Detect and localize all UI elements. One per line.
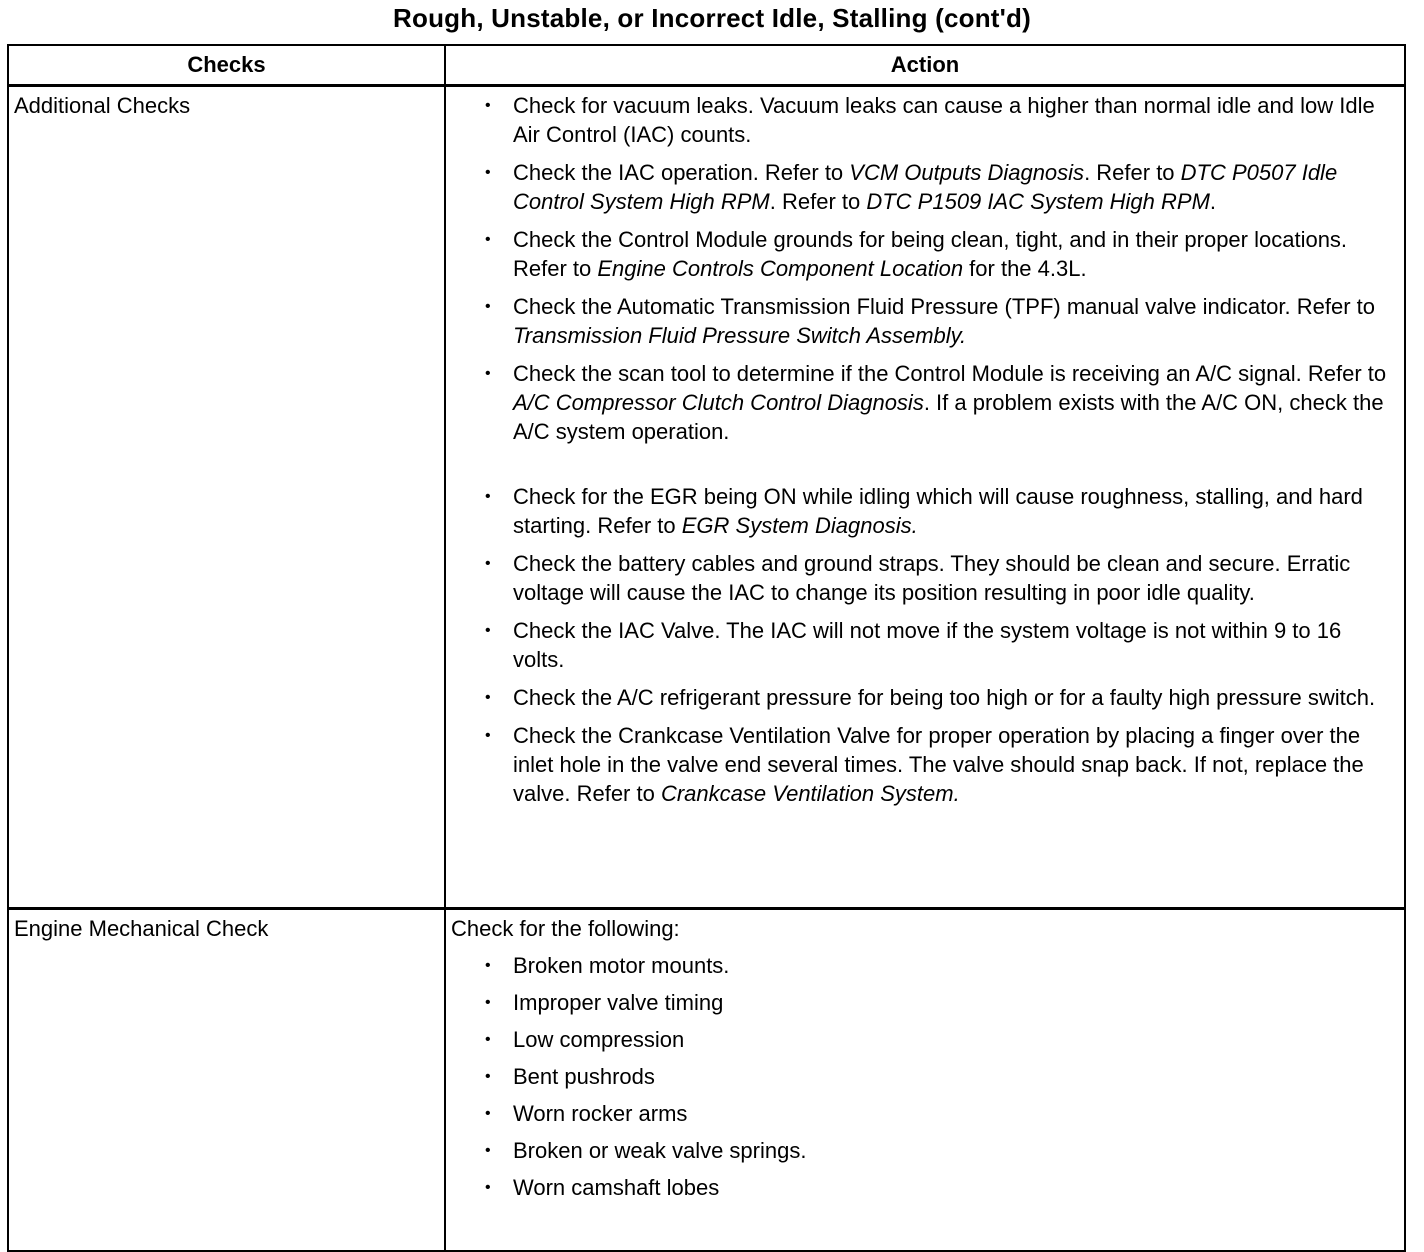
list-item: • Check the IAC Valve. The IAC will not move if the system voltage is not within 9 to 16 volts. (513, 616, 1394, 674)
list-item: • Broken or weak valve springs. (513, 1136, 1394, 1165)
action-column-header: Action (445, 45, 1405, 86)
action-list (451, 951, 1394, 1202)
reference-link: A/C Compressor Clutch Control Diagnosis (513, 390, 924, 415)
reference-link: Engine Controls Component Location (597, 256, 964, 281)
list-item: • Check the IAC operation. Refer to VCM Outputs Diagnosis. Refer to DTC P0507 Idle Control System High RPM. Refer to DTC P1509 IAC System High RPM. (513, 158, 1394, 216)
diagnosis-table (7, 44, 1406, 1252)
table-header-row (8, 45, 1405, 86)
check-name-engine-mechanical: Engine Mechanical Check (8, 909, 445, 1252)
action-cell-additional-checks (445, 86, 1405, 909)
action-list (451, 91, 1394, 808)
list-item: • Broken motor mounts. (513, 951, 1394, 980)
list-item: • Check the A/C refrigerant pressure for being too high or for a faulty high pressure switch. (513, 683, 1394, 712)
table-row (8, 86, 1405, 909)
list-item: • Low compression (513, 1025, 1394, 1054)
reference-link: Crankcase Ventilation System. (660, 781, 960, 806)
reference-link: VCM Outputs Diagnosis (849, 160, 1085, 185)
list-item: • Bent pushrods (513, 1062, 1394, 1091)
list-item: • Improper valve timing (513, 988, 1394, 1017)
reference-link: Transmission Fluid Pressure Switch Assembly. (513, 323, 967, 348)
action-cell-engine-mechanical (445, 909, 1405, 1252)
reference-link: EGR System Diagnosis. (681, 513, 918, 538)
check-name-additional-checks: Additional Checks (8, 86, 445, 909)
list-item: • Check the Automatic Transmission Fluid Pressure (TPF) manual valve indicator. Refer to Transmission Fluid Pressure Switch Assembly. (513, 292, 1394, 350)
list-item: • Worn rocker arms (513, 1099, 1394, 1128)
page-title: Rough, Unstable, or Incorrect Idle, Stalling (cont'd) (393, 3, 1031, 33)
reference-link: DTC P0507 Idle Control System High RPM (513, 160, 1338, 214)
checks-column-header: Checks (8, 45, 445, 86)
table-row (8, 909, 1405, 1252)
list-item: • Check the Crankcase Ventilation Valve for proper operation by placing a finger over the inlet hole in the valve end several times. The valve should snap back. If not, replace the valve. Refer to Crankcase Ventilation System. (513, 721, 1394, 808)
list-item: • Check the scan tool to determine if the Control Module is receiving an A/C signal. Refer to A/C Compressor Clutch Control Diagnosis. If a problem exists with the A/C ON, check the A/C system operation. (513, 359, 1394, 446)
reference-link: DTC P1509 IAC System High RPM (866, 189, 1210, 214)
action-intro: Check for the following: (451, 916, 680, 941)
list-item: • Check for the EGR being ON while idling which will cause roughness, stalling, and hard starting. Refer to EGR System Diagnosis. (513, 482, 1394, 540)
list-item: • Worn camshaft lobes (513, 1173, 1394, 1202)
list-item: • Check the battery cables and ground straps. They should be clean and secure. Erratic voltage will cause the IAC to change its position resulting in poor idle quality. (513, 549, 1394, 607)
list-item: • Check for vacuum leaks. Vacuum leaks can cause a higher than normal idle and low Idle Air Control (IAC) counts. (513, 91, 1394, 149)
list-item: • Check the Control Module grounds for being clean, tight, and in their proper locations. Refer to Engine Controls Component Location for the 4.3L. (513, 225, 1394, 283)
